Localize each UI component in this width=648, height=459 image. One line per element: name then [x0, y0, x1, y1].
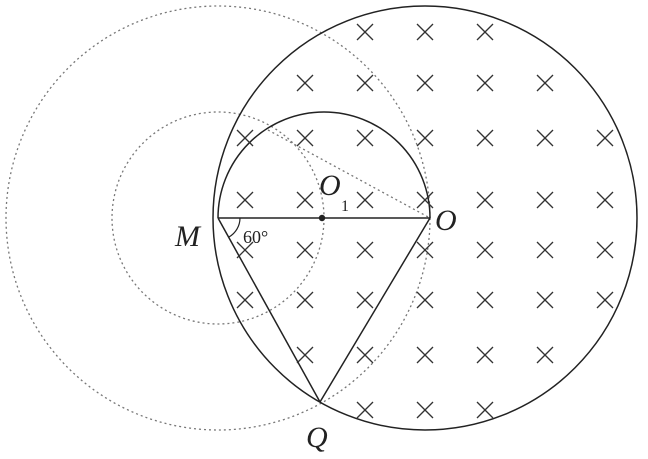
field-cross-icon [477, 402, 493, 418]
field-cross-icon [417, 75, 433, 91]
field-cross-icon [537, 347, 553, 363]
field-cross-icon [477, 130, 493, 146]
field-cross-icon [357, 130, 373, 146]
field-cross-icon [597, 292, 613, 308]
field-cross-icon [357, 24, 373, 40]
label-q: Q [306, 421, 328, 454]
field-cross-icon [357, 402, 373, 418]
field-cross-icon [477, 242, 493, 258]
field-cross-icon [537, 242, 553, 258]
field-cross-icon [537, 75, 553, 91]
angle-label: 60° [243, 227, 269, 247]
point-o1-dot [319, 215, 325, 221]
label-o: O [435, 204, 457, 237]
label-m: M [175, 220, 200, 253]
field-cross-icon [237, 192, 253, 208]
field-cross-icon [597, 192, 613, 208]
field-crosses [237, 24, 613, 418]
field-cross-icon [297, 75, 313, 91]
field-cross-icon [237, 292, 253, 308]
field-cross-icon [237, 130, 253, 146]
field-cross-icon [477, 24, 493, 40]
field-cross-icon [477, 292, 493, 308]
label-o1-subscript: 1 [341, 198, 349, 215]
field-cross-icon [297, 130, 313, 146]
field-cross-icon [357, 75, 373, 91]
field-cross-icon [297, 347, 313, 363]
field-cross-icon [297, 192, 313, 208]
field-cross-icon [417, 292, 433, 308]
field-cross-icon [357, 292, 373, 308]
field-cross-icon [597, 242, 613, 258]
field-cross-icon [477, 75, 493, 91]
field-cross-icon [537, 130, 553, 146]
field-cross-icon [417, 130, 433, 146]
field-cross-icon [537, 292, 553, 308]
field-cross-icon [417, 192, 433, 208]
field-cross-icon [477, 192, 493, 208]
field-cross-icon [417, 402, 433, 418]
field-cross-icon [417, 24, 433, 40]
field-cross-icon [537, 192, 553, 208]
angle-arc [229, 218, 240, 237]
field-cross-icon [417, 242, 433, 258]
segment-qo [320, 218, 430, 402]
field-cross-icon [297, 292, 313, 308]
field-cross-icon [357, 192, 373, 208]
label-o1: O [319, 169, 341, 202]
field-cross-icon [477, 347, 493, 363]
field-cross-icon [417, 347, 433, 363]
field-cross-icon [357, 347, 373, 363]
field-cross-icon [357, 242, 373, 258]
semicircle-mo [218, 112, 430, 218]
field-cross-icon [297, 242, 313, 258]
field-cross-icon [597, 130, 613, 146]
